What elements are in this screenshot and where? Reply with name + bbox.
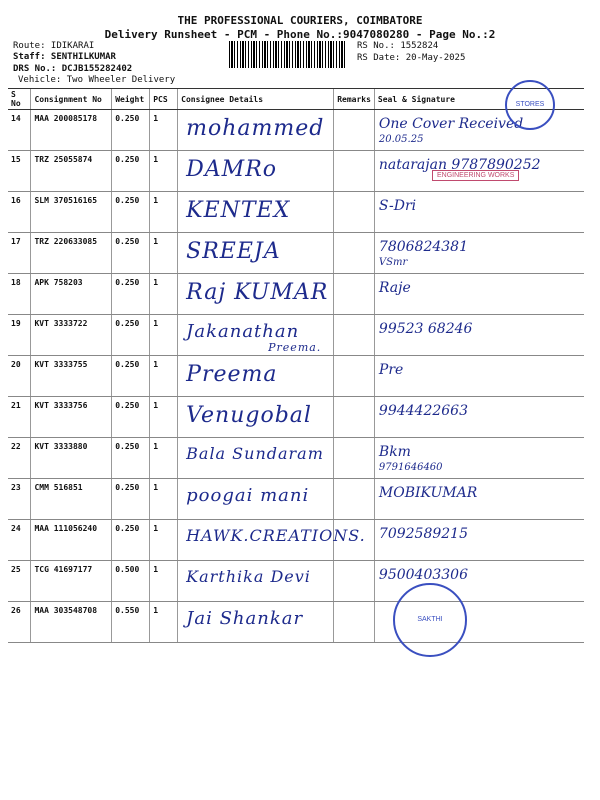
cell-remarks [334, 561, 375, 602]
cell-pcs: 1 [150, 192, 178, 233]
cell-weight: 0.250 [112, 520, 150, 561]
table-row [8, 274, 584, 315]
cell-consignment: TRZ 25055874 [31, 151, 112, 192]
cell-sno: 22 [8, 438, 31, 479]
cell-remarks [334, 233, 375, 274]
table-row [8, 561, 584, 602]
document-subtitle: Delivery Runsheet - PCM - Phone No.:9047080280 - Page No.:2 [104, 28, 496, 41]
handwritten-name: Jai Shankar [186, 608, 304, 629]
cell-weight: 0.250 [112, 151, 150, 192]
cell-weight: 0.250 [112, 233, 150, 274]
cell-sno: 25 [8, 561, 31, 602]
cell-seal-signature [374, 356, 584, 397]
cell-seal-signature [374, 315, 584, 356]
table-row [8, 397, 584, 438]
vehicle-label: Vehicle: Two Wheeler Delivery [18, 75, 176, 85]
cell-remarks [334, 438, 375, 479]
handwritten-signature: 9944422663 [378, 403, 468, 419]
col-consignee: Consignee Details [178, 89, 334, 110]
handwritten-name: Raj KUMAR [186, 280, 329, 305]
table-row [8, 520, 584, 561]
handwritten-name: Karthika Devi [186, 567, 311, 586]
handwritten-name: DAMRo [186, 157, 278, 182]
cell-pcs: 1 [150, 356, 178, 397]
cell-consignee [178, 315, 334, 356]
cell-sno: 16 [8, 192, 31, 233]
handwritten-name: Venugobal [186, 403, 312, 428]
handwritten-signature: natarajan 9787890252 [378, 157, 541, 173]
handwritten-signature: Raje [378, 280, 411, 296]
cell-consignment: KVT 3333722 [31, 315, 112, 356]
cell-pcs: 1 [150, 520, 178, 561]
handwritten-signature-secondary: 9791646460 [378, 462, 443, 473]
cell-consignment: APK 758203 [31, 274, 112, 315]
cell-pcs: 1 [150, 438, 178, 479]
cell-consignment: KVT 3333755 [31, 356, 112, 397]
cell-seal-signature [374, 397, 584, 438]
cell-consignee [178, 602, 334, 643]
cell-consignment: TCG 41697177 [31, 561, 112, 602]
cell-sno: 15 [8, 151, 31, 192]
cell-consignee [178, 192, 334, 233]
col-sno: S No [8, 89, 31, 110]
rs-date: RS Date: 20-May-2025 [357, 53, 466, 63]
col-remarks: Remarks [334, 89, 375, 110]
cell-remarks [334, 356, 375, 397]
cell-pcs: 1 [150, 602, 178, 643]
table-row [8, 192, 584, 233]
table-row [8, 315, 584, 356]
handwritten-name: KENTEX [186, 198, 291, 223]
cell-pcs: 1 [150, 315, 178, 356]
cell-sno: 19 [8, 315, 31, 356]
cell-sno: 18 [8, 274, 31, 315]
cell-remarks [334, 602, 375, 643]
barcode [229, 41, 347, 68]
cell-weight: 0.250 [112, 438, 150, 479]
handwritten-name: mohammed [186, 116, 325, 141]
table-row [8, 356, 584, 397]
handwritten-name: Bala Sundaram [186, 444, 324, 463]
handwritten-name: Preema [186, 362, 278, 387]
cell-consignee [178, 151, 334, 192]
cell-seal-signature [374, 192, 584, 233]
cell-remarks [334, 315, 375, 356]
handwritten-signature: 7092589215 [378, 526, 468, 542]
cell-seal-signature [374, 438, 584, 479]
sakthi-stamp: SAKTHI [393, 583, 467, 657]
cell-remarks [334, 151, 375, 192]
cell-pcs: 1 [150, 397, 178, 438]
cell-consignee [178, 356, 334, 397]
cell-consignment: MAA 303548708 [31, 602, 112, 643]
cell-sno: 26 [8, 602, 31, 643]
cell-sno: 20 [8, 356, 31, 397]
cell-sno: 21 [8, 397, 31, 438]
cell-seal-signature [374, 479, 584, 520]
cell-consignment: TRZ 220633085 [31, 233, 112, 274]
handwritten-name: SREEJA [186, 239, 281, 264]
col-pcs: PCS [150, 89, 178, 110]
handwritten-signature-secondary: 20.05.25 [378, 134, 424, 145]
cell-consignee [178, 397, 334, 438]
table-row [8, 110, 584, 151]
handwritten-signature: 7806824381 [378, 239, 468, 255]
cell-remarks [334, 192, 375, 233]
cell-pcs: 1 [150, 233, 178, 274]
cell-pcs: 1 [150, 479, 178, 520]
cell-weight: 0.550 [112, 602, 150, 643]
cell-consignment: SLM 370516165 [31, 192, 112, 233]
cell-weight: 0.250 [112, 397, 150, 438]
cell-pcs: 1 [150, 274, 178, 315]
table-row [8, 233, 584, 274]
cell-weight: 0.250 [112, 356, 150, 397]
handwritten-signature: S-Dri [378, 198, 417, 214]
cell-consignment: KVT 3333756 [31, 397, 112, 438]
handwritten-signature-secondary: VSmr [378, 257, 408, 268]
cell-consignment: CMM 516851 [31, 479, 112, 520]
cell-remarks [334, 110, 375, 151]
cell-remarks [334, 397, 375, 438]
cell-weight: 0.500 [112, 561, 150, 602]
cell-sno: 17 [8, 233, 31, 274]
cell-consignment: MAA 111056240 [31, 520, 112, 561]
cell-weight: 0.250 [112, 192, 150, 233]
drs-label: DRS No.: DCJB155282402 [13, 64, 133, 74]
table-row [8, 602, 584, 643]
handwritten-signature: Pre [378, 362, 404, 378]
cell-remarks [334, 274, 375, 315]
cell-consignment: KVT 3333880 [31, 438, 112, 479]
handwritten-name-secondary: Preema. [268, 341, 322, 354]
cell-consignee [178, 110, 334, 151]
staff-label: Staff: SENTHILKUMAR [13, 52, 116, 62]
cell-sno: 14 [8, 110, 31, 151]
col-weight: Weight [112, 89, 150, 110]
cell-consignee [178, 520, 366, 561]
cell-weight: 0.250 [112, 110, 150, 151]
table-row [8, 479, 584, 520]
route-label: Route: IDIKARAI [13, 41, 95, 51]
cell-consignee [178, 561, 334, 602]
cell-pcs: 1 [150, 110, 178, 151]
handwritten-name: Jakanathan [186, 321, 300, 342]
cell-sno: 23 [8, 479, 31, 520]
cell-weight: 0.250 [112, 274, 150, 315]
cell-consignee [178, 233, 334, 274]
col-seal: Seal & Signature [374, 89, 584, 110]
cell-pcs: 1 [150, 561, 178, 602]
handwritten-name: poogai mani [186, 485, 310, 506]
handwritten-signature: 9500403306 [378, 567, 468, 583]
works-stamp: ENGINEERING WORKS [432, 170, 519, 181]
cell-seal-signature [374, 520, 584, 561]
cell-consignee [178, 274, 334, 315]
cell-seal-signature [374, 233, 584, 274]
table-row [8, 438, 584, 479]
cell-weight: 0.250 [112, 479, 150, 520]
col-consignment: Consignment No [31, 89, 112, 110]
rs-number: RS No.: 1552824 [357, 41, 439, 51]
table-header [8, 89, 584, 110]
handwritten-signature: MOBIKUMAR [378, 485, 478, 501]
stores-stamp: STORES [505, 80, 555, 130]
cell-seal-signature [374, 274, 584, 315]
cell-remarks [334, 479, 375, 520]
cell-weight: 0.250 [112, 315, 150, 356]
handwritten-signature: One Cover Received [378, 116, 524, 132]
cell-consignee [178, 438, 334, 479]
handwritten-signature: Bkm [378, 444, 411, 460]
cell-consignment: MAA 200085178 [31, 110, 112, 151]
handwritten-name: HAWK.CREATIONS. [186, 526, 366, 545]
cell-sno: 24 [8, 520, 31, 561]
handwritten-signature: 99523 68246 [378, 321, 473, 337]
cell-consignee [178, 479, 334, 520]
cell-pcs: 1 [150, 151, 178, 192]
document-title: THE PROFESSIONAL COURIERS, COIMBATORE [177, 14, 423, 27]
